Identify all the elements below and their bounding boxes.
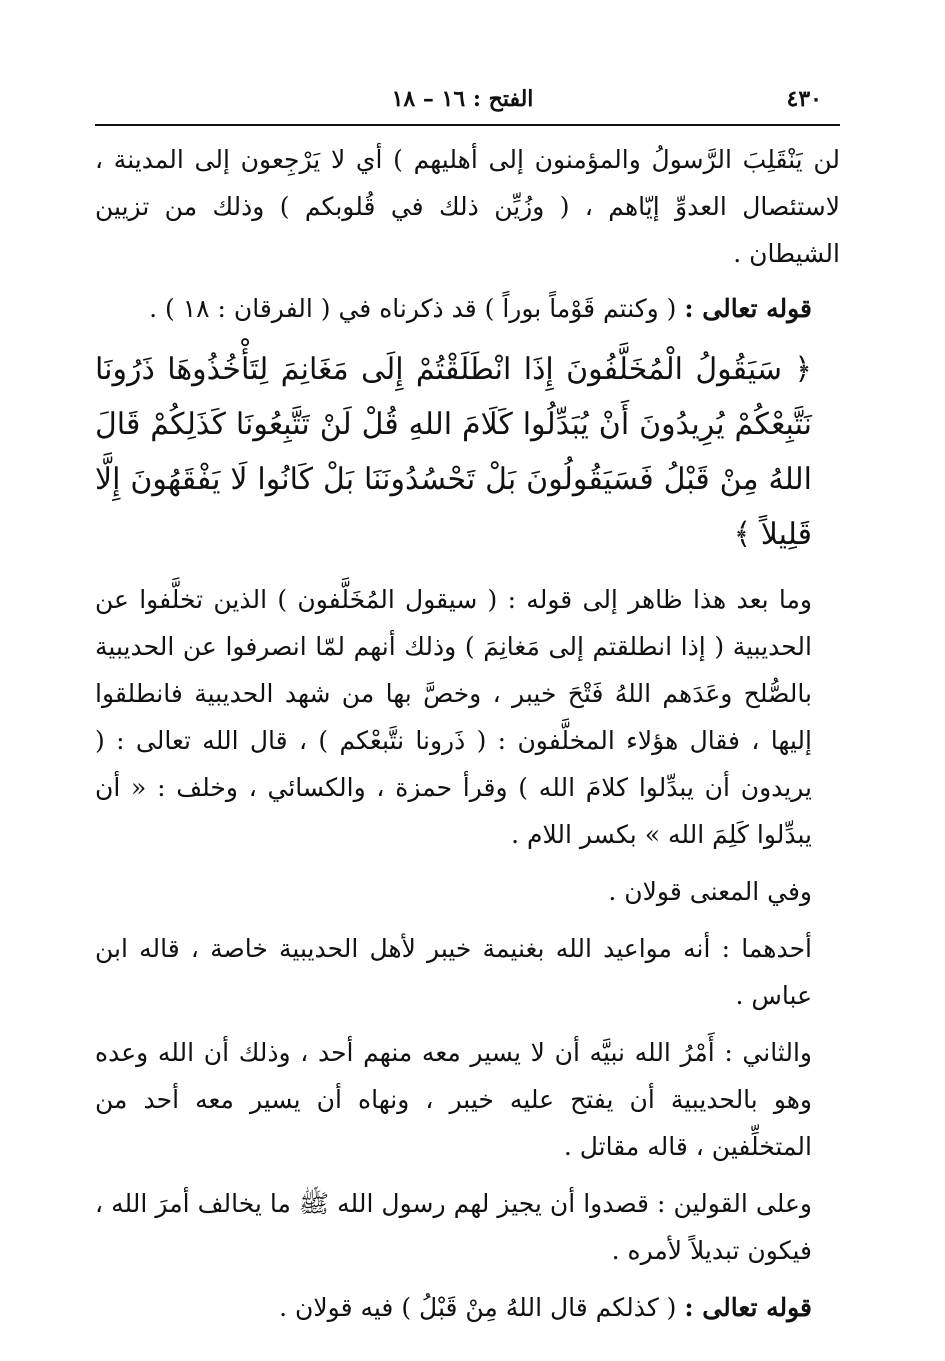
final-commentary-lead: قوله تعالى : (684, 1293, 812, 1322)
body-text (95, 136, 840, 1341)
paragraph-both-views: وعلى القولين : قصدوا أن يجيز لهم رسول الله ﷺ ما يخالف أمرَ الله ، فيكون تبديلاً لأمره . (95, 1189, 812, 1265)
page-header (95, 80, 830, 120)
header-rule (95, 124, 840, 126)
paragraph-continuation: لن يَنْقَلِبَ الرَّسولُ والمؤمنون إلى أهليهم ) أي لا يَرْجِعون إلى المدينة ، لاستئصال العدوِّ إيّاهم ، ( وزُيِّن ذلك في قُلوبكم ) وذلك من تزيين الشيطان . (95, 145, 840, 268)
paragraph-explanation: وما بعد هذا ظاهر إلى قوله : ( سيقول المُخَلَّفون ) الذين تخلَّفوا عن الحديبية ( إذا انطلقتم إلى مَغانِمَ ) وذلك أنهم لمّا انصرفوا عن الحديبية بالصُّلح وعَدَهم اللهُ فَتْحَ خيبر ، وخصَّ بها من شهد الحديبية فانطلقوا إليها ، فقال هؤلاء المخلَّفون : ( ذَرونا نتَّبعْكم ) ، قال الله تعالى : ( يريدون أن يبدِّلوا كلامَ الله ) وقرأ حمزة ، والكسائي ، وخلف : « أن يبدِّلوا كَلِمَ الله » بكسر اللام . (95, 585, 812, 849)
paragraph-two-views: وفي المعنى قولان . (608, 877, 812, 906)
paragraph-second-view: والثاني : أَمْرُ الله نبيَّه أن لا يسير معه منهم أحد ، وذلك أن الله وعده وهو بالحديبية أن يفتح عليه خيبر ، ونهاه أن يسير معه أحد من المتخلِّفين ، قاله مقاتل . (95, 1038, 812, 1161)
commentary-text: ( وكنتم قَوْماً بوراً ) قد ذكرناه في ( الفرقان : ١٨ ) . (149, 294, 677, 323)
final-commentary-text: ( كذلكم قال اللهُ مِنْ قَبْلُ ) فيه قولان . (279, 1293, 677, 1322)
paragraph-final-commentary (95, 1284, 840, 1331)
page-number: ٤٣٠ (786, 86, 822, 112)
commentary-lead: قوله تعالى : (684, 294, 812, 323)
running-title: الفتح : ١٦ – ١٨ (391, 86, 534, 112)
quran-verse: ﴿ سَيَقُولُ الْمُخَلَّفُونَ إِذَا انْطَلَقْتُمْ إِلَى مَغَانِمَ لِتَأْخُذُوهَا ذَرُونَا نَتَّبِعْكُمْ يُرِيدُونَ أَنْ يُبَدِّلُوا كَلَامَ اللهِ قُلْ لَنْ تَتَّبِعُونَا كَذَلِكُمْ قَالَ اللهُ مِنْ قَبْلُ فَسَيَقُولُونَ بَلْ تَحْسُدُونَنَا بَلْ كَانُوا لَا يَفْقَهُونَ إِلَّا قَلِيلاً ﴾ (95, 352, 812, 552)
paragraph-commentary-intro (95, 285, 840, 332)
paragraph-first-view: أحدهما : أنه مواعيد الله بغنيمة خيبر لأهل الحديبية خاصة ، قاله ابن عباس . (95, 934, 812, 1010)
